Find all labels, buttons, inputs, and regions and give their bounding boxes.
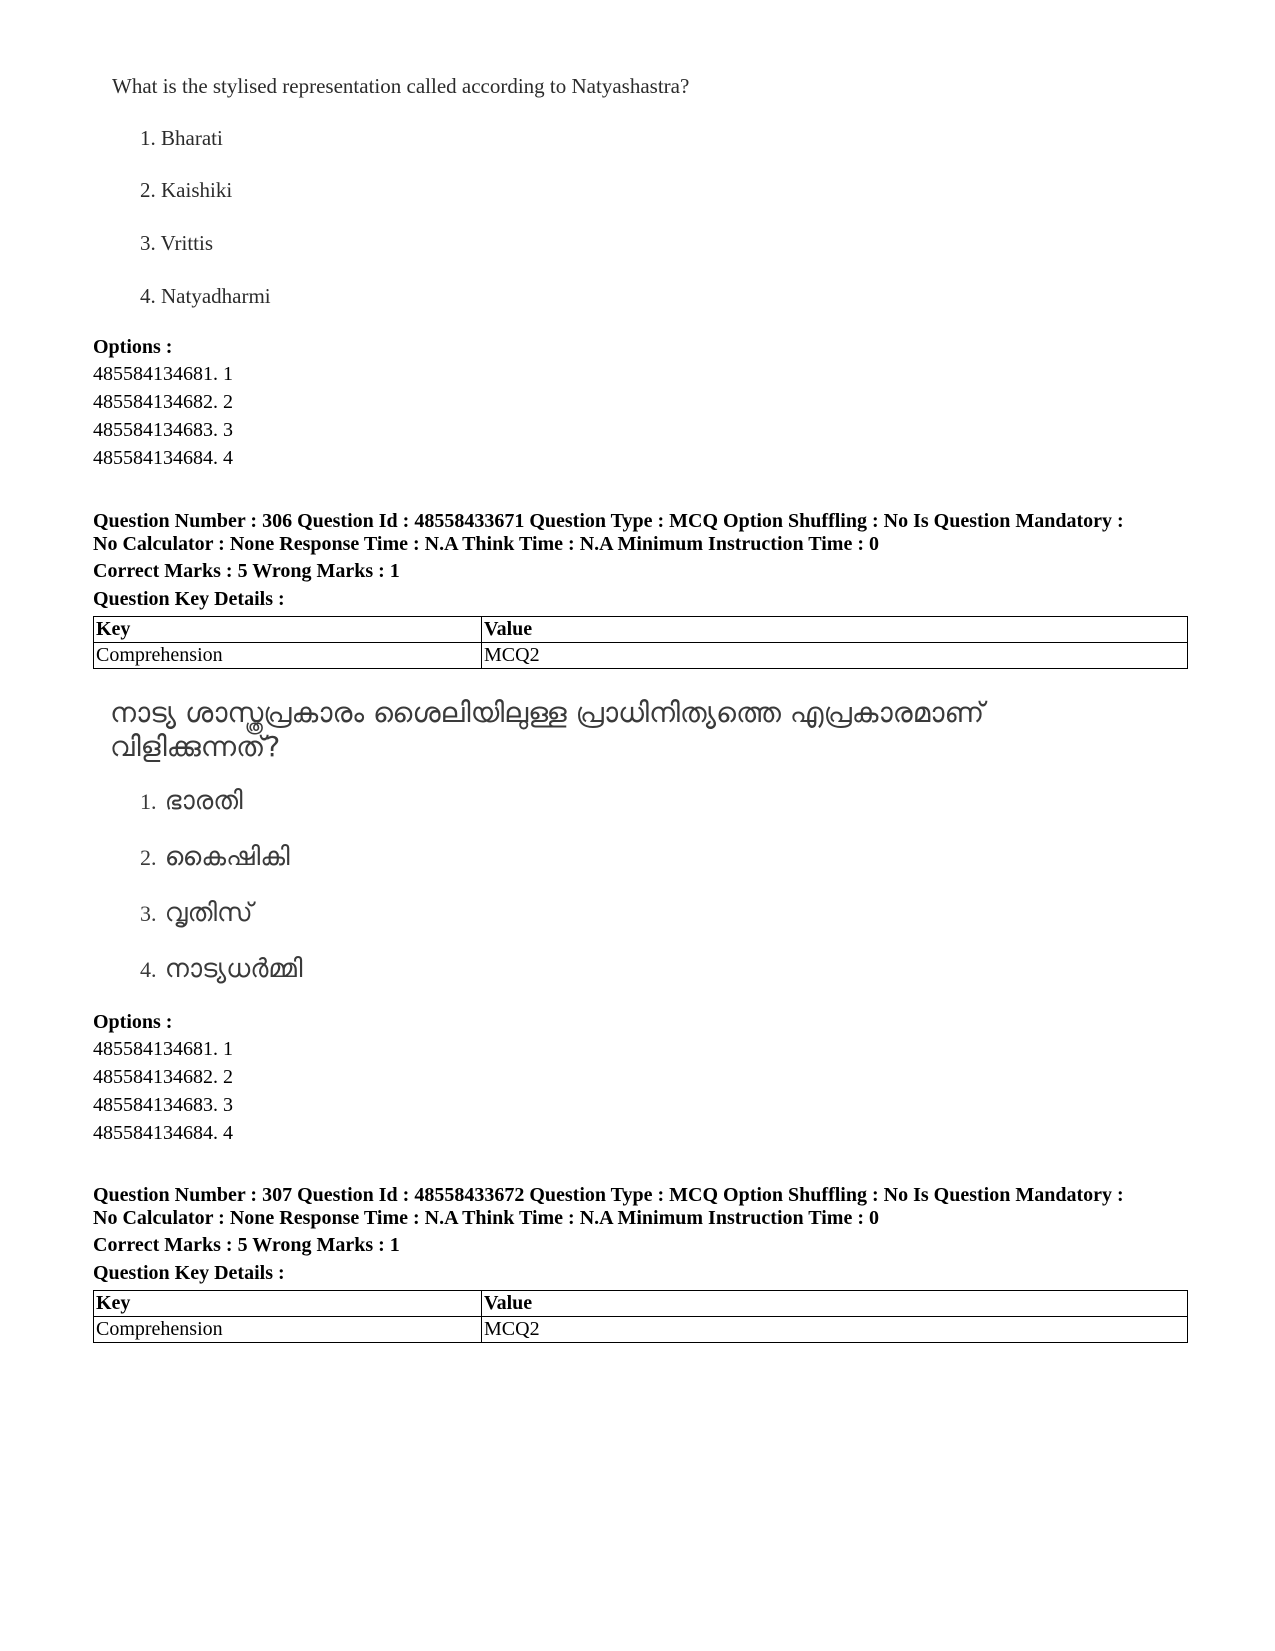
option-text: ഭാരതി bbox=[164, 786, 243, 816]
option-number: 2. bbox=[140, 845, 157, 870]
question-meta-line-1: Question Number : 307 Question Id : 48558433672 Question Type : MCQ Option Shuffling : No Is Question Mandatory : bbox=[93, 1184, 1124, 1206]
image-option-ml-3 bbox=[140, 898, 253, 929]
options-label: Options : bbox=[93, 1011, 173, 1033]
table-header-value: Value bbox=[482, 1291, 1188, 1317]
question-text-malayalam: നാട്യ ശാസ്ത്രപ്രകാരം ശൈലിയിലുള്ള പ്രാധിനിത്യത്തെ എപ്രകാരമാണ് വിളിക്കുന്നത്? bbox=[110, 696, 985, 763]
key-details-label: Question Key Details : bbox=[93, 1262, 285, 1284]
image-option-ml-4 bbox=[140, 954, 303, 985]
option-line: 485584134681. 1 bbox=[93, 363, 233, 385]
question-meta bbox=[93, 1184, 1193, 1230]
table-row bbox=[94, 643, 1188, 669]
image-option-4: 4. Natyadharmi bbox=[140, 284, 271, 308]
option-line: 485584134683. 3 bbox=[93, 1094, 233, 1116]
image-option-1: 1. Bharati bbox=[140, 126, 223, 150]
key-details-table bbox=[93, 616, 1188, 669]
option-line: 485584134683. 3 bbox=[93, 419, 233, 441]
image-option-ml-2 bbox=[140, 842, 290, 873]
option-number: 1. bbox=[140, 789, 157, 814]
option-line: 485584134682. 2 bbox=[93, 1066, 233, 1088]
table-header-key: Key bbox=[94, 1291, 482, 1317]
table-header-value: Value bbox=[482, 617, 1188, 643]
option-line: 485584134681. 1 bbox=[93, 1038, 233, 1060]
option-line: 485584134684. 4 bbox=[93, 1122, 233, 1144]
key-details-label: Question Key Details : bbox=[93, 588, 285, 610]
option-text: കൈഷികി bbox=[164, 842, 290, 872]
key-details-table bbox=[93, 1290, 1188, 1343]
option-line: 485584134684. 4 bbox=[93, 447, 233, 469]
image-option-2: 2. Kaishiki bbox=[140, 178, 233, 202]
option-number: 4. bbox=[140, 957, 157, 982]
table-header-key: Key bbox=[94, 617, 482, 643]
table-cell-value: MCQ2 bbox=[482, 1317, 1188, 1343]
question-meta-line-2: No Calculator : None Response Time : N.A Think Time : N.A Minimum Instruction Time : 0 bbox=[93, 533, 879, 555]
marks-info: Correct Marks : 5 Wrong Marks : 1 bbox=[93, 1234, 400, 1256]
table-cell-key: Comprehension bbox=[94, 1317, 482, 1343]
question-text-english: What is the stylised representation called according to Natyashastra? bbox=[112, 74, 690, 98]
table-cell-value: MCQ2 bbox=[482, 643, 1188, 669]
table-header-row bbox=[94, 1291, 1188, 1317]
image-option-ml-1 bbox=[140, 786, 243, 817]
table-cell-key: Comprehension bbox=[94, 643, 482, 669]
image-option-3: 3. Vrittis bbox=[140, 231, 214, 255]
table-row bbox=[94, 1317, 1188, 1343]
option-text: വൃതിസ് bbox=[164, 898, 253, 928]
option-number: 3. bbox=[140, 901, 157, 926]
option-line: 485584134682. 2 bbox=[93, 391, 233, 413]
options-label: Options : bbox=[93, 336, 173, 358]
question-meta-line-1: Question Number : 306 Question Id : 48558433671 Question Type : MCQ Option Shuffling : No Is Question Mandatory : bbox=[93, 510, 1124, 532]
question-meta-line-2: No Calculator : None Response Time : N.A Think Time : N.A Minimum Instruction Time : 0 bbox=[93, 1207, 879, 1229]
question-meta bbox=[93, 510, 1193, 556]
table-header-row bbox=[94, 617, 1188, 643]
marks-info: Correct Marks : 5 Wrong Marks : 1 bbox=[93, 560, 400, 582]
option-text: നാട്യധർമ്മി bbox=[164, 954, 303, 984]
